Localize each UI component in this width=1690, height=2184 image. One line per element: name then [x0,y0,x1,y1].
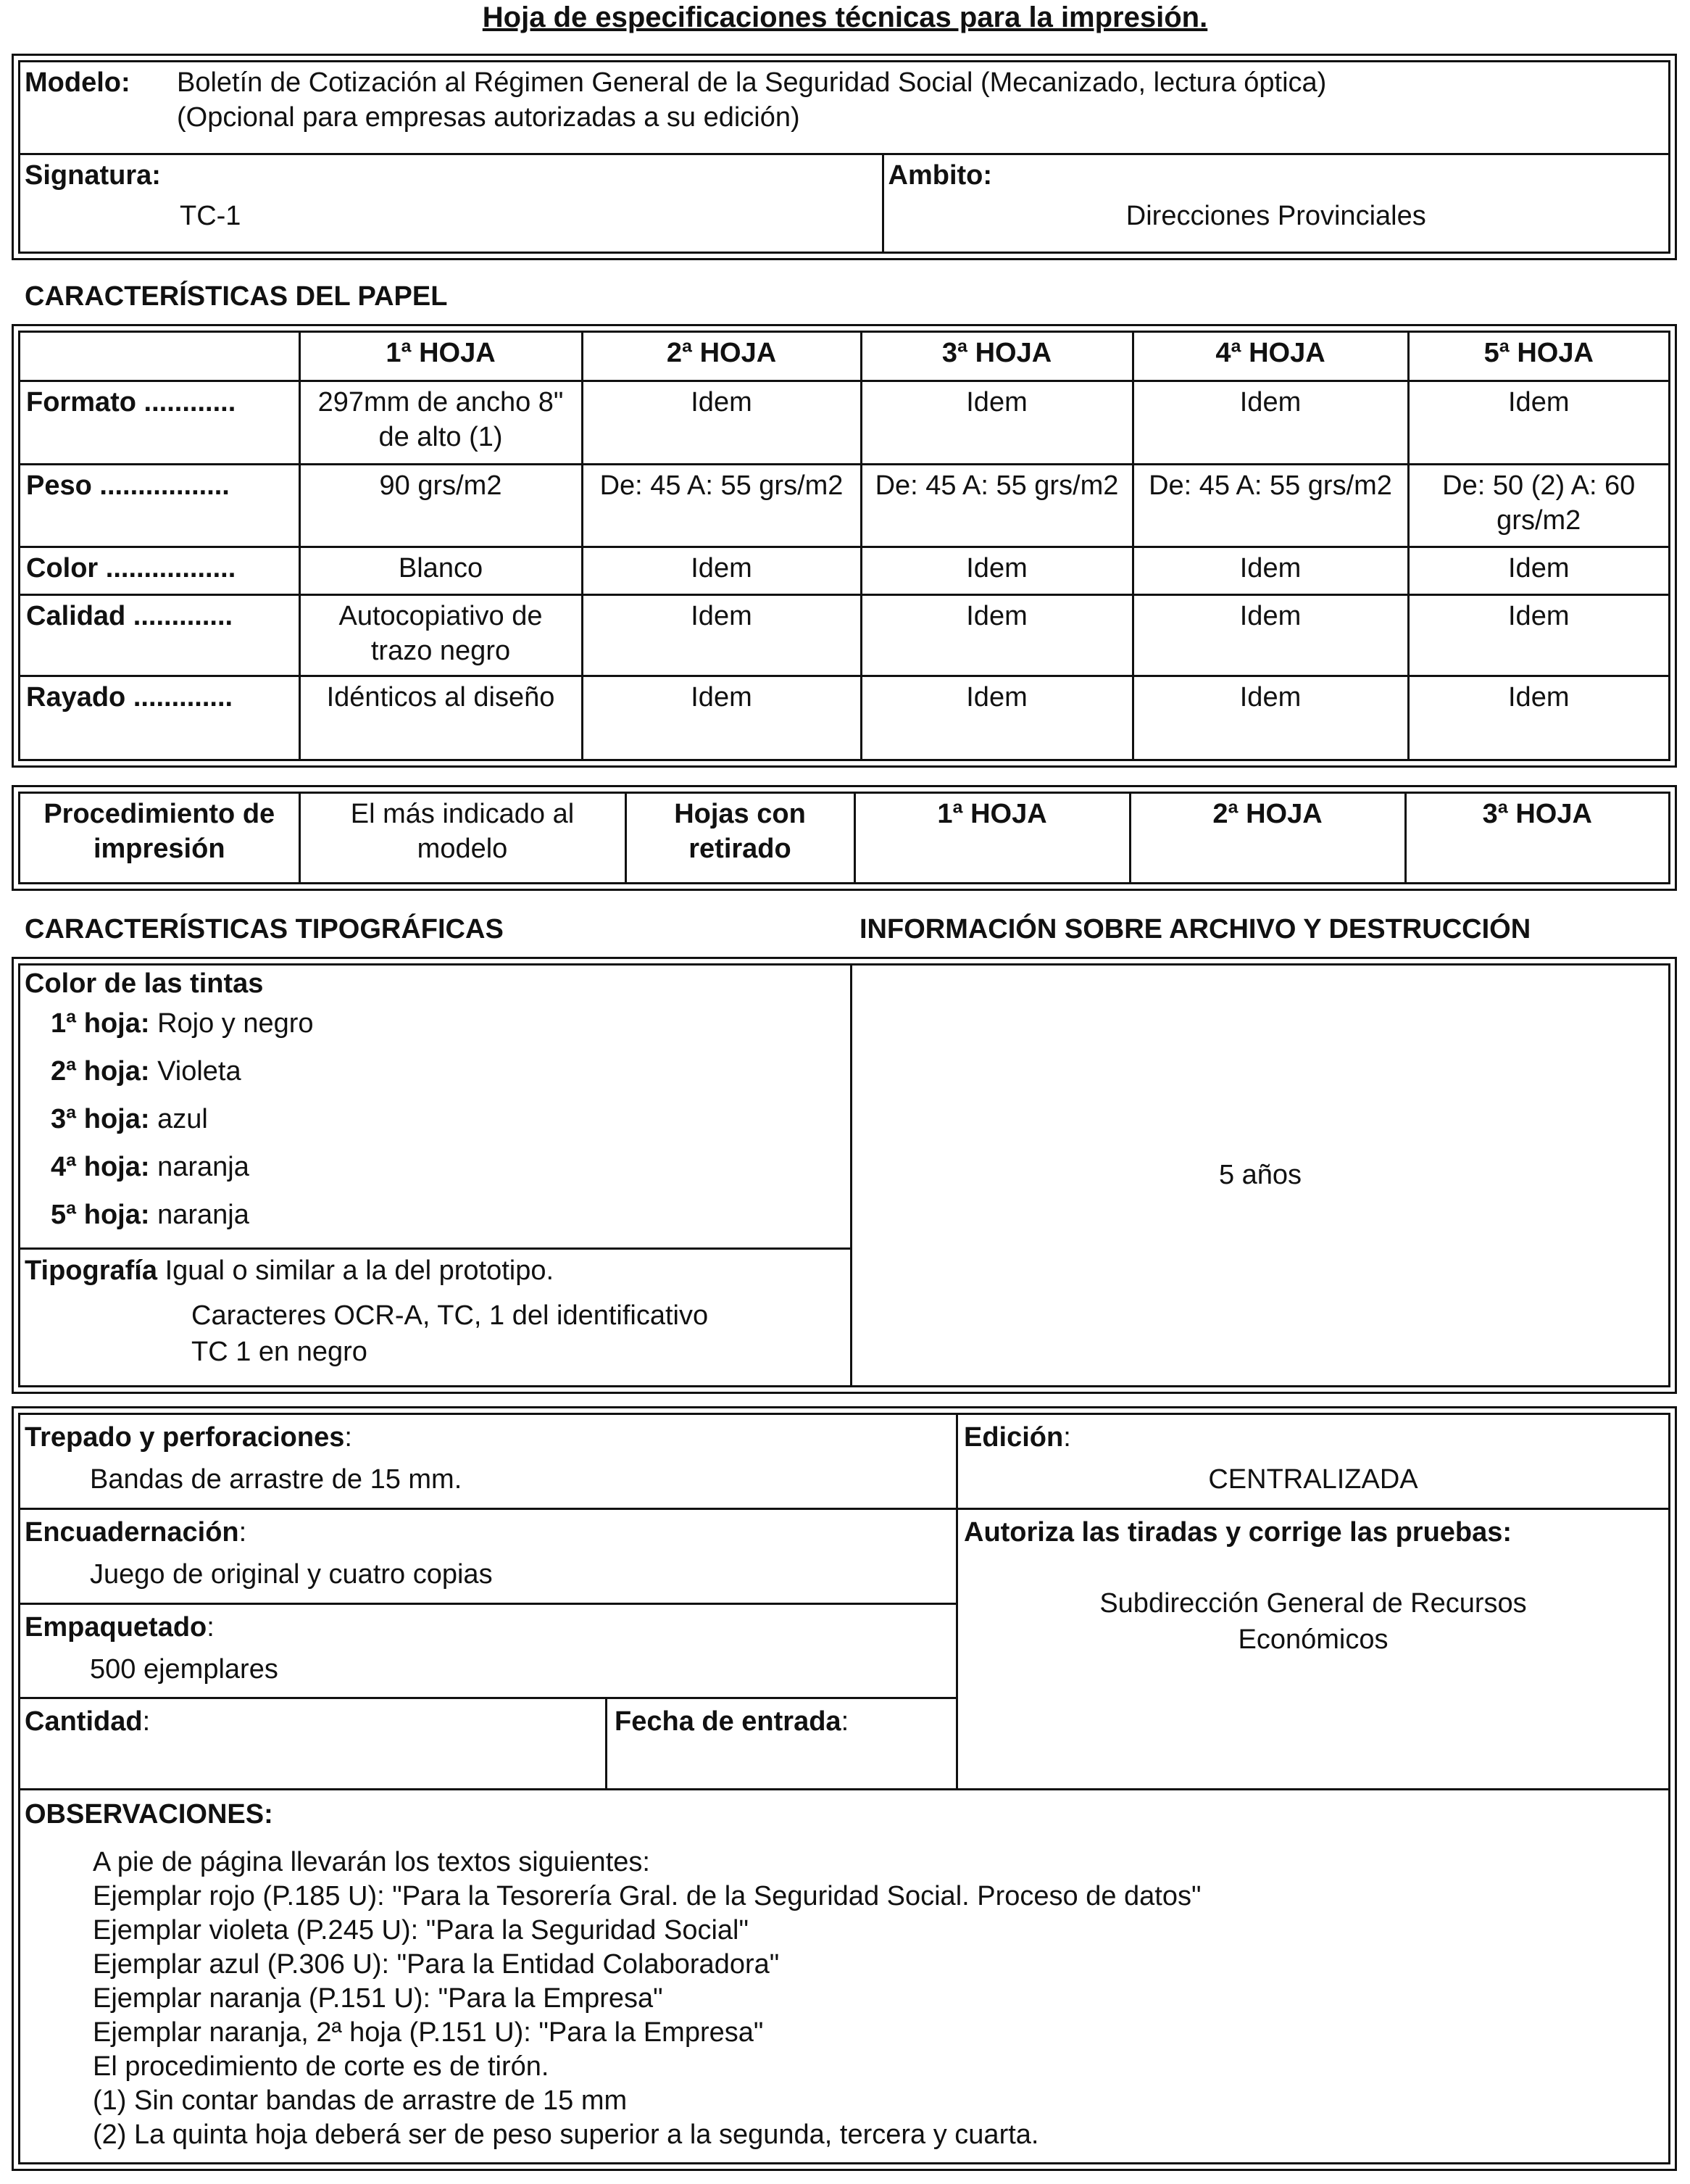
modelo-line1: Boletín de Cotización al Régimen General de la Seguridad Social (Mecanizado, lectura óptica) [177,67,1327,98]
fecha-entrada-cell: Fecha de entrada: [615,1706,849,1737]
produccion-column [20,1415,958,1790]
papel-block [12,324,1677,768]
table-cell: Idem [1408,676,1668,759]
tipografia-label: Tipografía [25,1255,157,1286]
papel-header-cell: 5ª HOJA [1408,333,1668,381]
fecha-entrada-label: Fecha de entrada [615,1706,841,1737]
observaciones-list [25,1845,1664,2152]
ambito-value: Direcciones Provinciales [1125,200,1426,231]
encuadernacion-value: Juego de original y cuatro copias [90,1559,493,1590]
table-cell: Idénticos al diseño [299,676,582,759]
table-cell: Idem [1133,547,1408,594]
list-item [51,1000,846,1047]
cantidad-label: Cantidad [25,1706,143,1737]
signatura-value: TC-1 [180,200,241,231]
tinta-color: naranja [157,1152,249,1182]
table-row [20,594,1668,676]
list-item [51,1191,846,1239]
tinta-color: naranja [157,1200,249,1230]
autoriza-line2: Económicos [1238,1624,1389,1655]
tintas-column [20,966,852,1385]
signatura-cell [20,154,883,252]
lower-block [12,1406,1677,2171]
cantidad-cell: Cantidad: [20,1699,607,1788]
list-item [51,1143,846,1191]
tipograficas-block [12,957,1677,1394]
table-row [20,676,1668,759]
papel-header-cell: 4ª HOJA [1133,333,1408,381]
row-label-rayado: Rayado ............. [20,676,299,759]
table-row [20,381,1668,464]
retirado-label: Hojas con retirado [625,794,854,882]
trepado-cell: Trepado y perforaciones: Bandas de arrastre de 15 mm. [20,1415,956,1510]
trepado-value: Bandas de arrastre de 15 mm. [90,1464,462,1495]
tinta-hoja: 3ª hoja: [51,1104,150,1134]
table-cell: 297mm de ancho 8" de alto (1) [299,381,582,464]
procedimiento-table [20,794,1668,882]
observaciones-cell [20,1790,1668,2162]
table-cell: Idem [861,676,1133,759]
table-cell: Autocopiativo de trazo negro [299,594,582,676]
modelo-label: Modelo: [25,67,130,98]
tipografia-line2: Caracteres OCR-A, TC, 1 del identificativo [191,1300,709,1331]
encuadernacion-label: Encuadernación [25,1517,239,1548]
papel-header-cell: 2ª HOJA [582,333,861,381]
list-item: (2) La quinta hoja deberá ser de peso superior a la segunda, tercera y cuarta. [93,2119,1039,2150]
retirado-hoja: 2ª HOJA [1130,794,1405,882]
row-label-color: Color ................. [20,547,299,594]
modelo-block [12,54,1677,260]
retirado-hoja: 1ª HOJA [854,794,1130,882]
archivo-cell [852,966,1668,1385]
tinta-color: azul [157,1104,208,1134]
trepado-label: Trepado y perforaciones [25,1422,345,1453]
list-item [51,1095,846,1143]
tinta-color: Rojo y negro [157,1008,314,1039]
table-cell: Idem [582,381,861,464]
list-item: Ejemplar rojo (P.185 U): "Para la Tesorería Gral. de la Seguridad Social. Proceso de datos" [93,1881,1202,1911]
table-cell: Idem [582,594,861,676]
list-item: Ejemplar azul (P.306 U): "Para la Entidad Colaboradora" [93,1949,780,1980]
procedimiento-value: El más indicado al modelo [299,794,625,882]
tinta-hoja: 5ª hoja: [51,1200,150,1230]
list-item: (1) Sin contar bandas de arrastre de 15 mm [93,2085,628,2116]
table-cell: De: 50 (2) A: 60 grs/m2 [1408,464,1668,547]
table-cell: Idem [1408,381,1668,464]
archivo-section-title: INFORMACIÓN SOBRE ARCHIVO Y DESTRUCCIÓN [859,914,1531,944]
table-row [20,464,1668,547]
table-cell: Idem [1133,381,1408,464]
tipografia-line3: TC 1 en negro [191,1337,367,1367]
retirado-hoja: 3ª HOJA [1405,794,1668,882]
ambito-cell [883,154,1668,252]
empaquetado-label: Empaquetado [25,1612,207,1643]
modelo-cell [20,62,1668,154]
page-title: Hoja de especificaciones técnicas para la impresión. [482,1,1208,33]
autoriza-cell [958,1510,1668,1788]
table-row [20,547,1668,594]
table-cell: Idem [582,547,861,594]
archivo-value: 5 años [1218,1160,1302,1190]
modelo-line2: (Opcional para empresas autorizadas a su edición) [177,102,800,133]
papel-section-title: CARACTERÍSTICAS DEL PAPEL [25,281,448,312]
papel-header-cell: 1ª HOJA [299,333,582,381]
tinta-hoja: 2ª hoja: [51,1056,150,1087]
papel-header-cell: 3ª HOJA [861,333,1133,381]
tinta-hoja: 4ª hoja: [51,1152,150,1182]
encuadernacion-cell: Encuadernación: Juego de original y cuatro copias [20,1510,956,1605]
autoriza-line1: Subdirección General de Recursos [1099,1588,1527,1619]
modelo-table [20,62,1668,252]
list-item: Ejemplar naranja, 2ª hoja (P.151 U): "Para la Empresa" [93,2017,764,2048]
procedimiento-block [12,785,1677,891]
table-cell: Idem [1408,547,1668,594]
table-cell: Idem [861,594,1133,676]
table-cell: Idem [1408,594,1668,676]
table-cell: Blanco [299,547,582,594]
tintas-list [25,1000,846,1239]
tipografia-line1: Igual o similar a la del prototipo. [165,1255,554,1286]
tipografia-cell [20,1250,850,1385]
list-item: Ejemplar violeta (P.245 U): "Para la Seguridad Social" [93,1915,749,1946]
table-cell: De: 45 A: 55 grs/m2 [861,464,1133,547]
list-item [51,1047,846,1095]
row-label-peso: Peso ................. [20,464,299,547]
table-cell: De: 45 A: 55 grs/m2 [1133,464,1408,547]
row-label-calidad: Calidad ............. [20,594,299,676]
edicion-cell: Edición: CENTRALIZADA [958,1415,1668,1510]
table-cell: Idem [582,676,861,759]
tipograficas-section-title: CARACTERÍSTICAS TIPOGRÁFICAS [25,914,504,944]
tintas-cell [20,966,850,1250]
observaciones-label: OBSERVACIONES: [25,1799,273,1830]
table-cell: De: 45 A: 55 grs/m2 [582,464,861,547]
table-cell: Idem [861,547,1133,594]
table-cell: 90 grs/m2 [299,464,582,547]
papel-header-cell [20,333,299,381]
row-label-formato: Formato ............ [20,381,299,464]
table-cell: Idem [861,381,1133,464]
table-cell: Idem [1133,676,1408,759]
procedimiento-label: Procedimiento de impresión [20,794,299,882]
list-item: El procedimiento de corte es de tirón. [93,2051,549,2082]
tinta-color: Violeta [157,1056,241,1087]
papel-table [20,333,1668,759]
ambito-label: Ambito: [888,159,993,191]
list-item: A pie de página llevarán los textos siguientes: [93,1847,650,1877]
edicion-value: CENTRALIZADA [1208,1464,1418,1495]
list-item: Ejemplar naranja (P.151 U): "Para la Empresa" [93,1983,663,2014]
edicion-column [958,1415,1668,1790]
empaquetado-cell: Empaquetado: 500 ejemplares [20,1605,956,1699]
signatura-label: Signatura: [25,159,161,191]
autoriza-label: Autoriza las tiradas y corrige las pruebas: [964,1517,1512,1548]
edicion-label: Edición [964,1422,1064,1453]
papel-header-row [20,333,1668,381]
tinta-hoja: 1ª hoja: [51,1008,150,1039]
table-cell: Idem [1133,594,1408,676]
empaquetado-value: 500 ejemplares [90,1654,278,1685]
tintas-label: Color de las tintas [25,968,264,999]
